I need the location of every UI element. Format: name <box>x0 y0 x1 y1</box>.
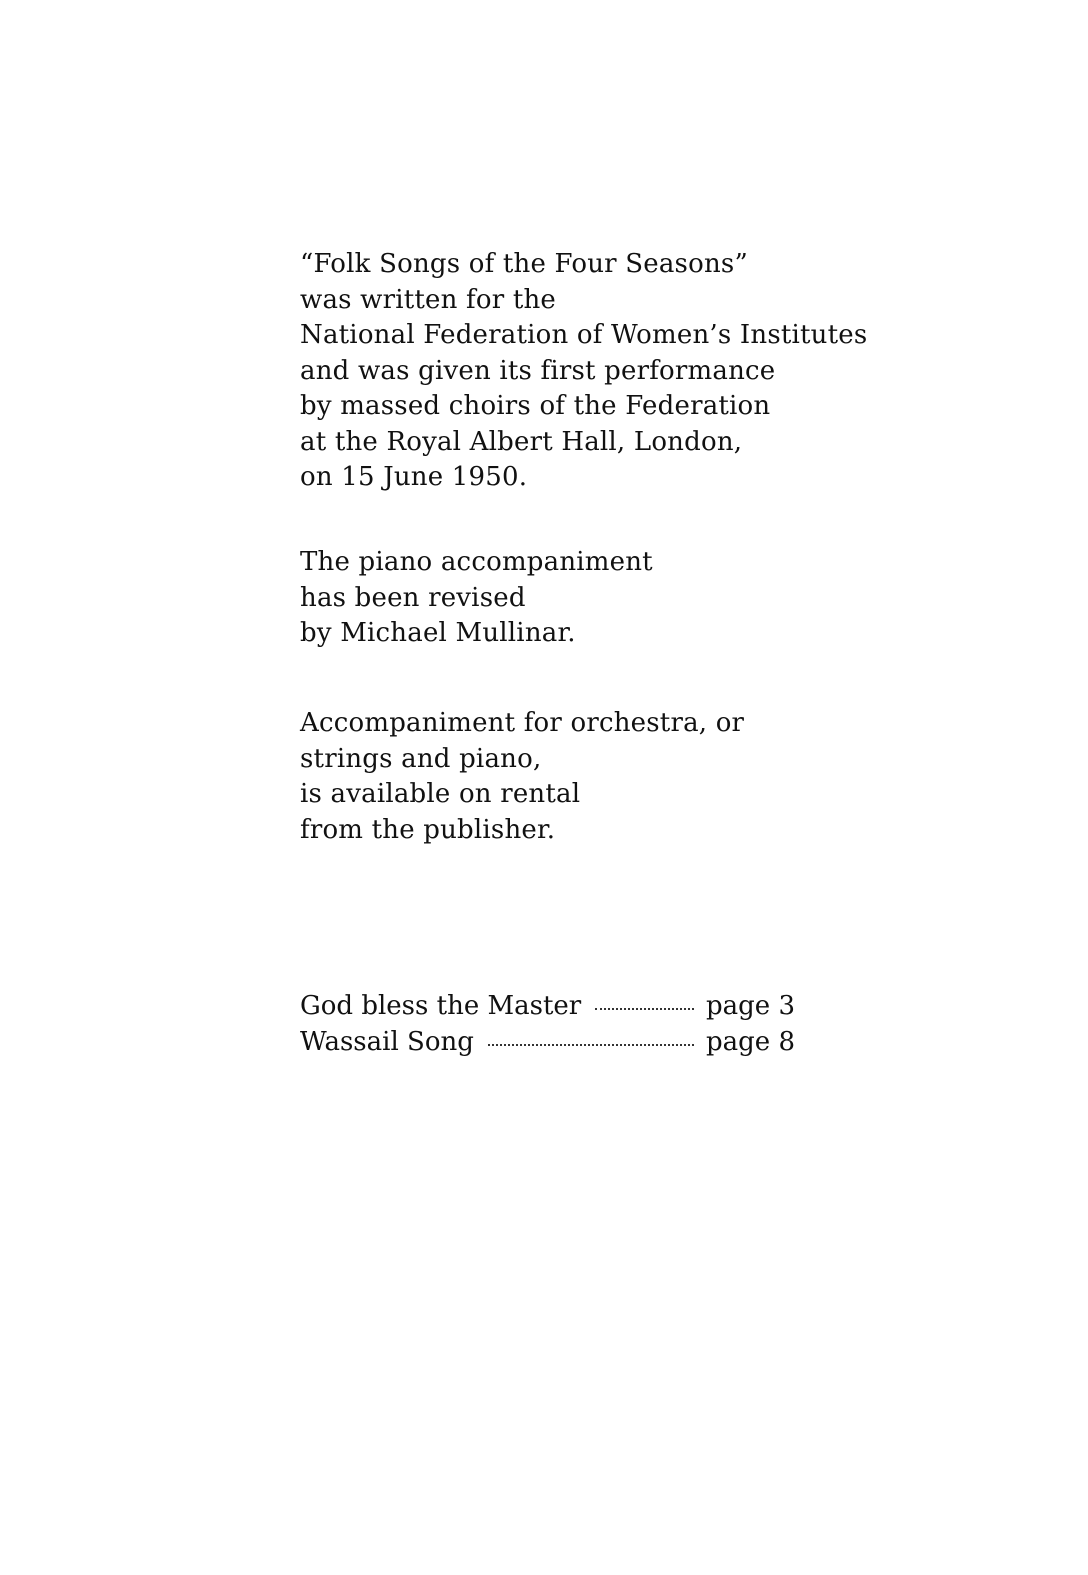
premiere-line: and was given its first performance <box>300 355 776 386</box>
toc-entry <box>300 1024 795 1060</box>
premiere-line: on 15 June 1950. <box>300 462 528 492</box>
rental-line: Accompaniment for orchestra, or <box>300 708 745 738</box>
revision-note <box>300 545 653 652</box>
rental-note <box>300 706 744 848</box>
revision-line: The piano accompaniment <box>300 547 653 577</box>
premiere-line: at the Royal Albert Hall, London, <box>300 426 743 457</box>
toc-page-number: page 8 <box>706 1027 795 1057</box>
premiere-line: by massed choirs of the Federation <box>300 391 771 421</box>
premiere-note <box>300 247 867 496</box>
dot-leader <box>595 1008 694 1010</box>
rental-line: strings and piano, <box>300 743 542 774</box>
revision-line: has been revised <box>300 582 526 613</box>
rental-line: from the publisher. <box>300 814 556 845</box>
toc-title: God bless the Master <box>300 991 582 1021</box>
premiere-line: was written for the <box>300 284 557 315</box>
rental-line: is available on rental <box>300 779 581 809</box>
premiere-line: National Federation of Women’s Institutes <box>300 320 868 350</box>
toc-page-number: page 3 <box>706 991 795 1021</box>
toc-title: Wassail Song <box>300 1027 474 1057</box>
dot-leader <box>488 1044 694 1046</box>
toc-entry <box>300 988 795 1024</box>
revision-line: by Michael Mullinar. <box>300 618 576 648</box>
premiere-line: “Folk Songs of the Four Seasons” <box>300 249 748 279</box>
table-of-contents <box>300 988 795 1060</box>
